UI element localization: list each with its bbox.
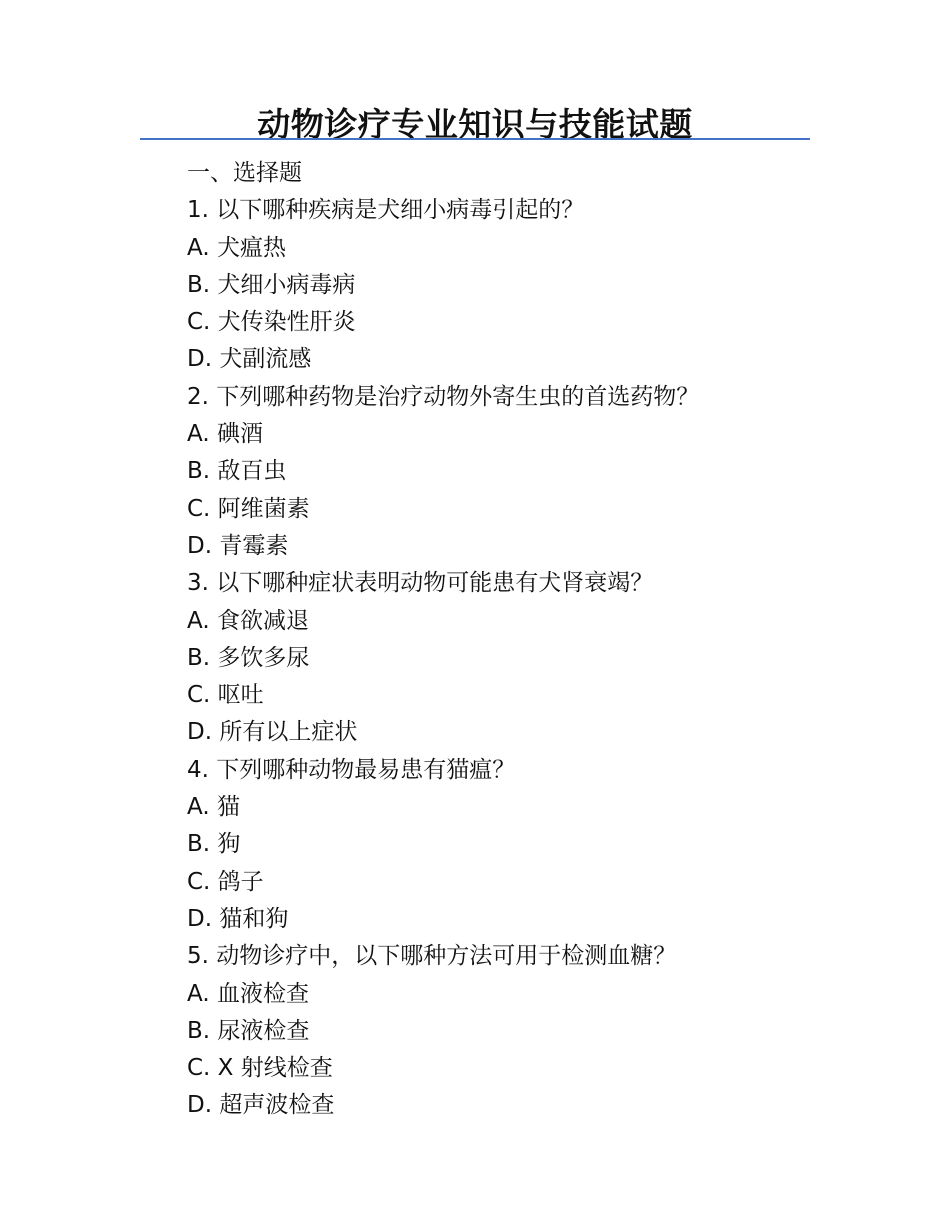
answer-option: A. 血液检查 — [187, 980, 309, 1007]
question-text: 3. 以下哪种症状表明动物可能患有犬肾衰竭？ — [187, 570, 654, 597]
question-5 — [187, 938, 827, 1124]
question-text: 4. 下列哪种动物最易患有猫瘟？ — [187, 756, 516, 783]
answer-option: C. X 射线检查 — [187, 1055, 333, 1082]
answer-option: B. 尿液检查 — [187, 1017, 310, 1044]
question-text: 5. 动物诊疗中，以下哪种方法可用于检测血糖？ — [187, 943, 677, 970]
answer-option: C. 呕吐 — [187, 682, 264, 709]
answer-option: A. 食欲减退 — [187, 607, 309, 634]
answer-option: B. 多饮多尿 — [187, 644, 310, 671]
answer-option: B. 犬细小病毒病 — [187, 271, 356, 298]
answer-option: C. 鸽子 — [187, 868, 264, 895]
question-1 — [187, 192, 827, 378]
title-underline-rule — [140, 138, 810, 140]
answer-option: A. 犬瘟热 — [187, 234, 286, 261]
answer-option: D. 所有以上症状 — [187, 719, 358, 746]
answer-option: D. 青霉素 — [187, 532, 289, 559]
answer-option: D. 犬副流感 — [187, 346, 312, 373]
question-text: 1. 以下哪种疾病是犬细小病毒引起的？ — [187, 197, 585, 224]
question-4 — [187, 752, 827, 938]
question-3 — [187, 565, 827, 751]
answer-option: C. 犬传染性肝炎 — [187, 309, 356, 336]
document-body — [187, 155, 827, 1125]
answer-option: D. 猫和狗 — [187, 905, 289, 932]
document-title: 动物诊疗专业知识与技能试题 — [257, 105, 693, 144]
section-heading: 一、选择题 — [187, 160, 302, 186]
question-text: 2. 下列哪种药物是治疗动物外寄生虫的首选药物？ — [187, 383, 700, 410]
answer-option: C. 阿维菌素 — [187, 495, 310, 522]
answer-option: B. 敌百虫 — [187, 458, 287, 485]
answer-option: D. 超声波检查 — [187, 1092, 335, 1119]
answer-option: A. 猫 — [187, 794, 240, 821]
answer-option: A. 碘酒 — [187, 421, 263, 448]
answer-option: B. 狗 — [187, 831, 241, 858]
question-2 — [187, 379, 827, 565]
